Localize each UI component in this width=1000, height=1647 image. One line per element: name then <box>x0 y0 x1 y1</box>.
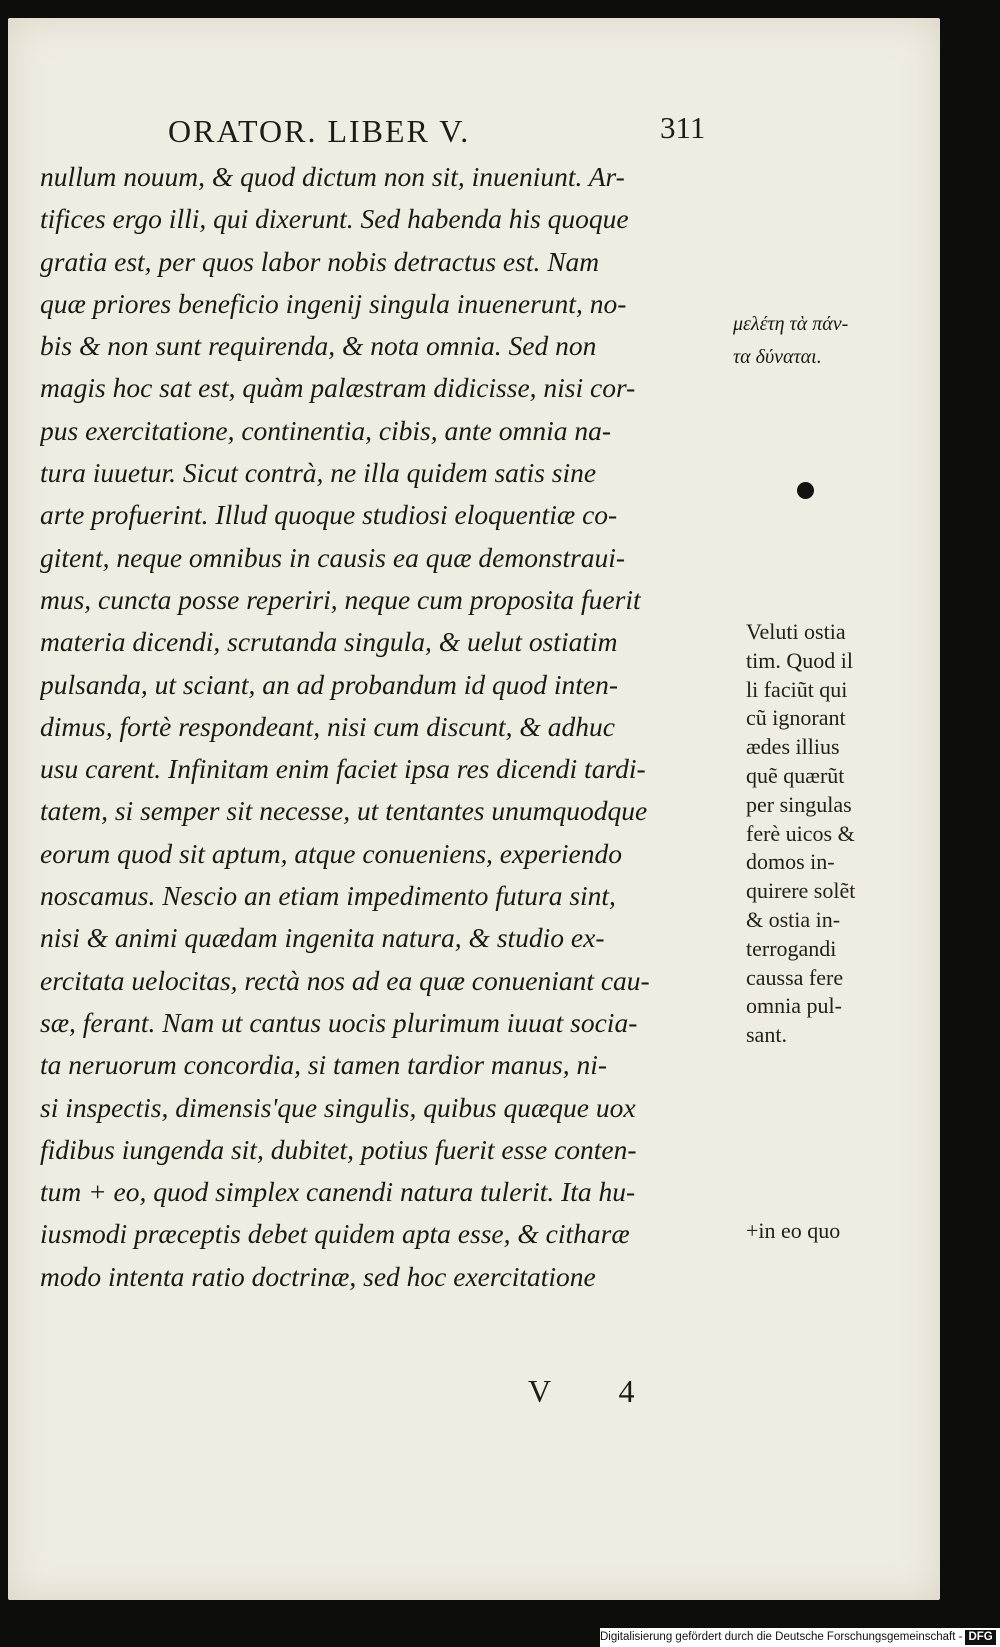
text-line: arte profuerint. Illud quoque studiosi eloquentiæ co- <box>40 499 618 531</box>
text-line: mus, cuncta posse reperiri, neque cum proposita fuerit <box>40 583 641 615</box>
text-line: gratia est, per quos labor nobis detractus est. Nam <box>40 245 600 277</box>
greek-line: μελέτη τὰ πάν- <box>733 313 849 335</box>
greek-line: τα δύναται. <box>733 346 822 368</box>
gloss-line: Veluti ostia <box>746 619 846 644</box>
gloss-line: ædes illius <box>746 734 840 760</box>
text-line: materia dicendi, scrutanda singula, & uelut ostiatim <box>40 626 618 658</box>
text-line: tum + eo, quod simplex canendi natura tulerit. Ita hu- <box>40 1176 636 1208</box>
text-line: sæ, ferant. Nam ut cantus uocis plurimum iuuat socia- <box>40 1006 638 1038</box>
text-line: nisi & animi quædam ingenita natura, & studio ex- <box>40 922 605 954</box>
text-line: modo intenta ratio doctrinæ, sed hoc exercitatione <box>40 1260 596 1292</box>
gloss-line: sant. <box>746 1022 787 1048</box>
text-line: magis hoc sat est, quàm palæstram didicisse, nisi cor- <box>40 372 636 404</box>
text-line: dimus, fortè respondeant, nisi cum discunt, & adhuc <box>40 710 615 742</box>
gloss-line: caussa fere <box>746 964 844 990</box>
text-line: iusmodi præceptis debet quidem apta esse, & citharæ <box>40 1218 630 1250</box>
margin-greek-note <box>733 308 848 374</box>
running-head: ORATOR. LIBER V. <box>168 113 471 149</box>
page-number: 311 <box>660 110 706 145</box>
gloss-line: & ostia in- <box>746 906 841 932</box>
gloss-line: quirere solẽt <box>746 878 856 904</box>
main-text-block <box>40 156 740 1298</box>
gloss-line: per singulas <box>746 791 852 817</box>
gloss-line: domos in- <box>746 849 835 875</box>
gloss-line: terrogandi <box>746 935 837 961</box>
text-line: pus exercitatione, continentia, cibis, ante omnia na- <box>40 414 612 446</box>
ink-dot-mark <box>797 482 814 499</box>
text-line: eorum quod sit aptum, atque conueniens, experiendo <box>40 837 622 869</box>
text-line: bis & non sunt requirenda, & nota omnia. Sed non <box>40 330 597 362</box>
gloss-line: quẽ quærũt <box>746 762 845 788</box>
credit-text: Digitalisierung gefördert durch die Deutsche Forschungsgemeinschaft - <box>600 1631 963 1643</box>
text-line: nullum nouum, & quod dictum non sit, inueniunt. Ar- <box>40 161 625 192</box>
margin-gloss <box>746 618 855 1050</box>
text-line: usu carent. Infinitam enim faciet ipsa res dicendi tardi- <box>40 753 646 785</box>
text-line: gitent, neque omnibus in causis ea quæ demonstraui- <box>40 541 626 573</box>
text-line: fidibus iungenda sit, dubitet, potius fuerit esse conten- <box>40 1133 637 1165</box>
text-line: quæ priores beneficio ingenij singula inuenerunt, no- <box>40 287 627 319</box>
gloss-line: omnia pul- <box>746 993 842 1019</box>
text-line: tifices ergo illi, qui dixerunt. Sed habenda his quoque <box>40 203 629 235</box>
text-line: noscamus. Nescio an etiam impedimento futura sint, <box>40 880 616 912</box>
text-line: pulsanda, ut sciant, an ad probandum id quod inten- <box>40 668 618 700</box>
dfg-logo-icon: DFG <box>965 1630 995 1645</box>
gloss-line: cũ ignorant <box>746 705 846 731</box>
gloss-line: li faciũt qui <box>746 676 848 702</box>
gloss-line: tim. Quod il <box>746 647 853 673</box>
digitization-credit <box>600 1628 1000 1647</box>
text-line: si inspectis, dimensis'que singulis, quibus quæque uox <box>40 1091 636 1123</box>
signature-mark: V 4 <box>528 1373 665 1409</box>
book-page <box>8 18 940 1600</box>
text-line: ercitata uelocitas, rectà nos ad ea quæ conueniant cau- <box>40 964 650 996</box>
gloss-line: ferè uicos & <box>746 820 855 846</box>
text-line: tura iuuetur. Sicut contrà, ne illa quidem satis sine <box>40 457 597 489</box>
margin-gloss-2: +in eo quo <box>746 1218 841 1243</box>
text-line: ta neruorum concordia, si tamen tardior manus, ni- <box>40 1049 608 1081</box>
text-line: tatem, si semper sit necesse, ut tentantes unumquodque <box>40 795 648 827</box>
